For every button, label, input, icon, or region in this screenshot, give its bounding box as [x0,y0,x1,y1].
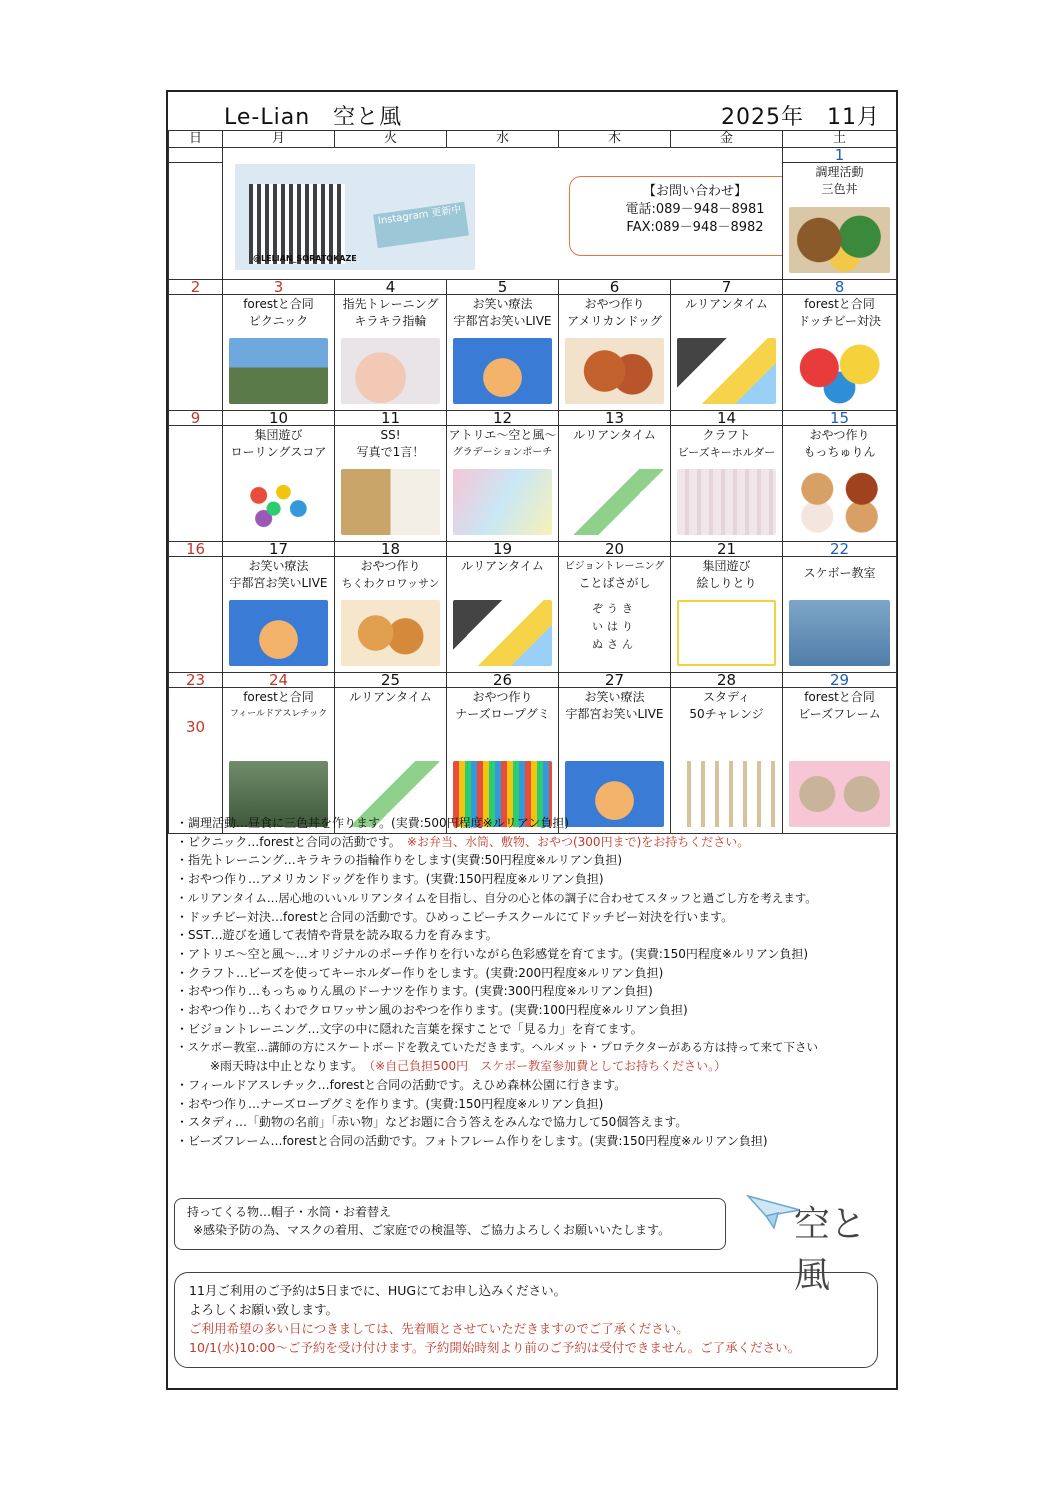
note-item: ・ドッチビー対決…forestと合同の活動です。ひめっこビーチスクールにてドッチビー対決を行います。 [176,909,734,924]
note-item: ・おやつ作り…ちくわでクロワッサン風のおやつを作ります。(実費:100円程度※ルリアン負担) [176,1003,688,1018]
date-21: 21 [671,542,783,557]
date-30: 30 [169,688,223,834]
event-cell [783,163,897,280]
bring-items-box [174,1198,726,1250]
event-cell [783,688,897,834]
date-10: 10 [223,411,335,426]
event-title: forestと合同 [804,297,875,311]
event-subtitle: 宇都宮お笑いLIVE [453,314,552,328]
laptop-cards-illustration [453,600,552,666]
event-title: スケボー教室 [803,566,876,580]
date-12: 12 [447,411,559,426]
event-title: ルリアンタイム [461,559,544,573]
reservation-notice [174,1272,878,1368]
event-subtitle: ナーズロープグミ [455,707,550,721]
weekday-header [169,131,897,148]
week-row [169,673,897,688]
note-item: ・SST…遊びを通して表情や背景を読み取る力を育みます。 [176,928,498,943]
event-subtitle: 三色丼 [821,182,858,197]
event-title: おやつ作り [584,297,645,311]
note-item: ・アトリエ～空と風～…オリジナルのポーチ作りを行いながら色彩感覚を育てます。(実費:150円程度※ルリアン負担) [176,946,809,961]
event-subtitle: ピクニック [248,314,309,328]
balls-illustration [229,469,328,535]
reserve-line: よろしくお願い致します。 [189,1302,339,1317]
date-15: 15 [783,411,897,426]
event-subtitle: ドッチビー対決 [797,314,882,328]
event-cell [671,426,783,542]
event-row [169,557,897,673]
contact-fax: FAX:089－948－8982 [626,220,764,235]
note-item: ・ルリアンタイム…居心地のいいルリアンタイムを目指し、自分の心と体の調子に合わせてスタッフと過ごし方を考えます。 [176,890,817,905]
event-cell [447,426,559,542]
event-cell [223,557,335,673]
event-cell [335,426,447,542]
word-search-grid: ぞうき いはり ぬさん [565,598,664,666]
note-item: ・ビーズフレーム…forestと合同の活動です。フォトフレーム作りをします。(実費:150円程度※ルリアン負担) [176,1133,768,1148]
picture-shiritori-illustration [677,600,776,666]
event-subtitle: フィールドアスレチック [229,709,328,719]
event-title: スタディ [702,690,751,704]
event-subtitle: 宇都宮お笑いLIVE [229,576,328,590]
week-row [169,148,897,163]
note-item: ・おやつ作り…もっちゅりん風のドーナツを作ります。(実費:300円程度※ルリアン負担) [176,984,653,999]
note-item: ・指先トレーニング…キラキラの指輪作りをします(実費:50円程度※ルリアン負担) [176,853,623,868]
month-label: 2025年 11月 [721,105,880,130]
week-row [169,411,897,426]
corn-dog-photo [565,338,664,404]
event-title: 調理活動 [815,165,864,180]
weekday-fri: 金 [671,131,783,148]
event-cell [223,688,335,834]
note-item: ・ビジョントレーニング…文字の中に隠れた言葉を探すことで「見る力」を育てます。 [176,1021,643,1036]
logo-text: 空と風 [794,1204,867,1296]
event-cell [671,557,783,673]
date-19: 19 [447,542,559,557]
event-title: ビジョントレーニング [564,561,665,572]
event-subtitle: ことばさがし [578,576,651,590]
page-title: Le-Lian 空と風 [224,105,403,130]
event-title: おやつ作り [809,428,870,442]
event-subtitle: ちくわクロワッサン [341,577,440,590]
event-row [169,688,897,834]
event-cell [559,688,671,834]
event-title: おやつ作り [360,559,421,573]
swing-cards-illustration [565,469,664,535]
weekday-tue: 火 [335,131,447,148]
activity-notes [176,814,818,1151]
date-25: 25 [335,673,447,688]
event-subtitle: グラデーションポーチ [452,447,553,458]
event-cell [447,557,559,673]
date-9: 9 [169,411,223,426]
date-3: 3 [223,280,335,295]
event-title: forestと合同 [243,297,314,311]
event-title: お笑い療法 [584,690,645,704]
event-title: 集団遊び [702,559,751,573]
reserve-line: 11月ご利用のご予約は5日までに、HUGにてお申し込みください。 [189,1283,567,1298]
date-13: 13 [559,411,671,426]
date-11: 11 [335,411,447,426]
event-title: 集団遊び [254,428,303,442]
note-item: ・フィールドアスレチック…forestと合同の活動です。えひめ森林公園に行きます。 [176,1077,627,1092]
date-8: 8 [783,280,897,295]
date-17: 17 [223,542,335,557]
event-subtitle: 写真で1言！ [356,445,425,459]
event-subtitle: ローリングスコア [230,445,327,459]
weekday-sun: 日 [169,131,223,148]
week-row [169,542,897,557]
event-row [169,295,897,411]
event-title: forestと合同 [804,690,875,704]
title-row [168,92,896,130]
event-cell [783,295,897,411]
date-16: 16 [169,542,223,557]
event-cell [335,557,447,673]
event-subtitle: アメリカンドッグ [567,314,662,328]
instagram-promo [235,164,475,270]
date-26: 26 [447,673,559,688]
gradient-pouch-photo [453,469,552,535]
event-cell [559,426,671,542]
date-14: 14 [671,411,783,426]
note-item: ・調理活動…昼食に三色丼を作ります。(実費:500円程度※ルリアン負担) [176,816,569,830]
event-cell [783,426,897,542]
laptop-cards-illustration [677,338,776,404]
note-item: ・スケボー教室…講師の方にスケートボードを教えていただきます。ヘルメット・プロテクターがある方は持って来て下さい [176,1040,819,1055]
calendar-frame [166,90,898,1390]
contact-box [569,176,783,256]
note-item: ・クラフト…ビーズを使ってキーホルダー作りをします。(実費:200円程度※ルリアン負担) [176,965,664,980]
event-title: 指先トレーニング [342,297,439,311]
weekday-sat: 土 [783,131,897,148]
laughing-face-illustration [453,338,552,404]
event-title: お笑い療法 [248,559,309,573]
event-cell [223,426,335,542]
date-24: 24 [223,673,335,688]
bead-keyholder-photo [677,469,776,535]
event-title: お笑い療法 [472,297,533,311]
event-subtitle: ビーズキーホルダー [677,446,776,459]
date-18: 18 [335,542,447,557]
date-7: 7 [671,280,783,295]
event-title: ルリアンタイム [573,428,656,442]
event-cell [783,557,897,673]
reserve-line: ご利用希望の多い日につきましては、先着順とさせていただきますのでご了承ください。 [189,1321,689,1336]
castle-photo [229,338,328,404]
date-20: 20 [559,542,671,557]
contact-area [223,148,783,280]
instagram-sign: Instagram 更新中 [373,202,469,248]
chikuwa-croissant-photo [341,600,440,666]
date-27: 27 [559,673,671,688]
date-2: 2 [169,280,223,295]
event-subtitle: 絵しりとり [696,576,757,590]
note-item: ※雨天時は中止となります。 （※自己負担500円 スケボー教室参加費としてお持ちください。） [210,1059,727,1074]
date-5: 5 [447,280,559,295]
event-cell [223,295,335,411]
date-22: 22 [783,542,897,557]
date-1: 1 [783,148,897,163]
event-cell [671,688,783,834]
event-subtitle: もっちゅりん [803,445,876,459]
date-6: 6 [559,280,671,295]
weekday-wed: 水 [447,131,559,148]
event-subtitle: ビーズフレーム [798,707,881,721]
event-title: クラフト [702,428,751,442]
event-title: ルリアンタイム [685,297,768,311]
photo-caption-image [341,469,440,535]
date-28: 28 [671,673,783,688]
calendar-grid [168,130,897,834]
logo [744,1182,874,1296]
event-cell [671,295,783,411]
instagram-handle: @LELIAN_SORATOKAZE [253,254,357,263]
event-title: おやつ作り [472,690,533,704]
contact-heading: 【お問い合わせ】 [642,184,747,199]
event-cell [559,295,671,411]
week-row [169,280,897,295]
frisbee-photo [789,338,890,404]
sanshoku-don-photo [789,207,890,273]
bring-items: 持ってくる物…帽子・水筒・お着替え [187,1205,392,1219]
event-subtitle: 宇都宮お笑いLIVE [565,707,664,721]
event-title: SS! [380,428,401,442]
date-29: 29 [783,673,897,688]
reserve-line: 10/1(水)10:00～ご予約を受け付けます。予約開始時刻より前のご予約は受付できません。ご了承ください。 [189,1340,801,1355]
event-cell [335,295,447,411]
event-subtitle: キラキラ指輪 [354,314,427,328]
infection-notice: ※感染予防の為、マスクの着用、ご家庭での検温等、ご協力よろしくお願いいたします。 [193,1223,671,1237]
event-cell [559,557,671,673]
event-cell [447,688,559,834]
event-title: forestと合同 [243,690,314,704]
contact-tel: 電話:089－948－8981 [625,202,765,217]
weekday-thu: 木 [559,131,671,148]
donut-photo [789,469,890,535]
event-row [169,426,897,542]
note-item: ・ピクニック…forestと合同の活動です。 ※お弁当、水筒、敷物、おやつ(300円まで)をお持ちください。 [176,834,750,849]
date-23: 23 [169,673,223,688]
note-item: ・おやつ作り…ナーズロープグミを作ります。(実費:150円程度※ルリアン負担) [176,1096,604,1111]
event-title: ルリアンタイム [349,690,432,704]
laughing-face-illustration [229,600,328,666]
date-4: 4 [335,280,447,295]
event-cell [335,688,447,834]
ring-photo [341,338,440,404]
weekday-mon: 月 [223,131,335,148]
event-title: アトリエ～空と風～ [448,428,557,442]
event-subtitle: 50チャレンジ [689,707,764,721]
skateboard-photo [789,600,890,666]
event-cell [447,295,559,411]
note-item: ・おやつ作り…アメリカンドッグを作ります。(実費:150円程度※ルリアン負担) [176,872,604,887]
note-item: ・スタディ…「動物の名前」「赤い物」などお題に合う答えをみんなで協力して50個答えます。 [176,1115,688,1130]
